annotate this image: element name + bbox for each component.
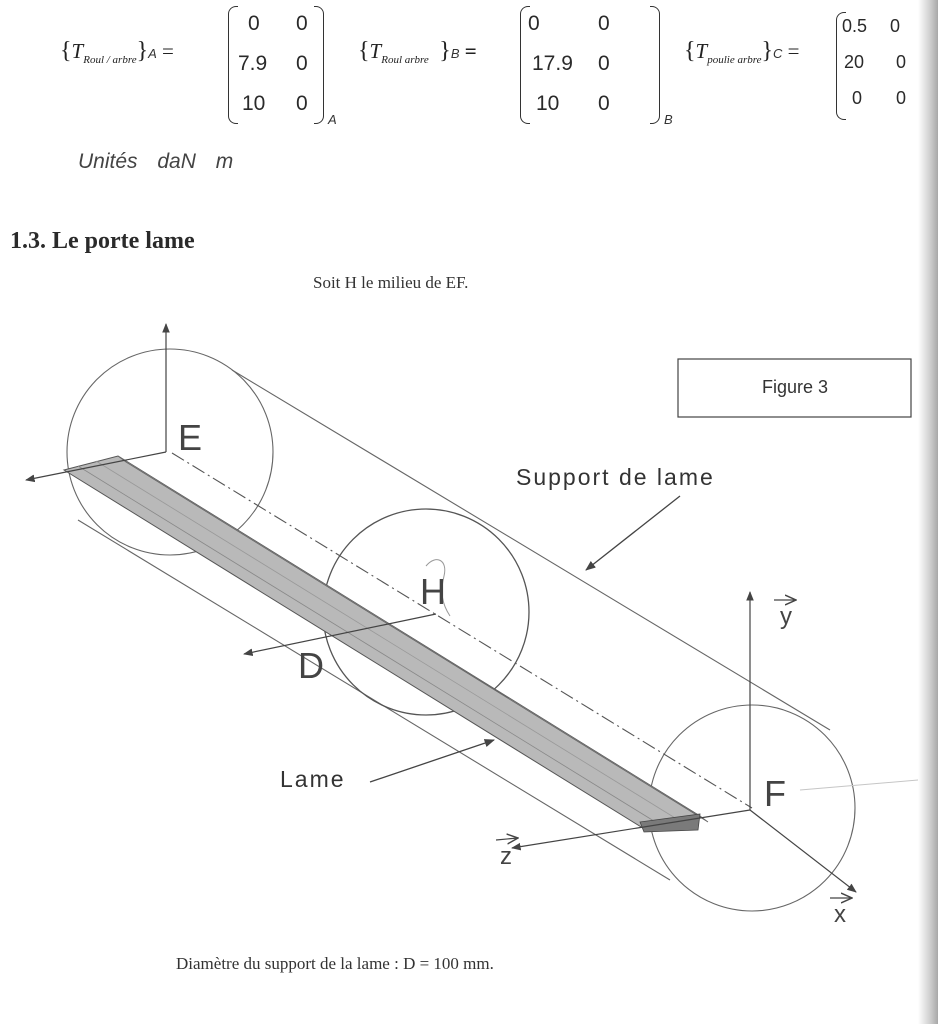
cell: 0: [248, 12, 260, 35]
cell: 0: [896, 52, 907, 72]
cell: 7.9: [238, 52, 268, 75]
label-x-axis: x: [834, 901, 846, 928]
cell: 0: [890, 16, 901, 36]
cell: 0: [296, 52, 308, 75]
blade: [64, 456, 708, 832]
figure-3-diagram: [0, 300, 918, 960]
label-f: F: [764, 773, 786, 814]
torsor-b-matrix-point: B: [664, 112, 673, 127]
label-e: E: [178, 417, 203, 458]
z-vector-mark: [496, 838, 518, 840]
support-annotation-arrow: [586, 496, 680, 570]
cell: 0: [598, 52, 610, 75]
cell: 0: [528, 12, 540, 35]
torsor-a-matrix: [228, 6, 324, 124]
torsor-a-point: A: [148, 46, 157, 61]
cell: 0: [296, 92, 308, 115]
label-support: Support de lame: [516, 464, 715, 490]
cell: 0: [852, 88, 863, 108]
frame-e: [26, 324, 166, 480]
lame-annotation-arrow: [370, 740, 494, 782]
cell: 0: [896, 88, 907, 108]
torsor-b-label: {$T_{Roul arbre}$ }B =: [358, 38, 477, 67]
label-d: D: [298, 645, 324, 686]
torsor-b-matrix: [520, 6, 660, 124]
section-title: 1.3. Le porte lame: [10, 228, 195, 254]
cell: 10: [242, 92, 266, 115]
torsor-c-label: $\{T_{poulie arbre}\}C$ =: [684, 38, 800, 67]
cell: 0: [598, 12, 610, 35]
units-line: Unités daN m: [78, 150, 234, 173]
figure-caption: Diamètre du support de la lame : D = 100 mm.: [176, 954, 494, 973]
label-h: H: [420, 571, 446, 612]
torsor-a-label: $\{T_{Roul / arbre}\}A$ =: [60, 38, 174, 67]
label-y-axis: y: [780, 603, 792, 630]
figure-title: Figure 3: [762, 377, 829, 397]
torsor-a-matrix-point: A: [328, 112, 337, 127]
cell: 0: [296, 12, 308, 35]
torsor-b-point: B: [450, 46, 460, 61]
pencil-mark: [800, 780, 918, 790]
label-lame: Lame: [280, 766, 346, 792]
cell: 0: [598, 92, 610, 115]
torsor-c-matrix: [836, 12, 918, 120]
torsor-c-point: C: [773, 46, 783, 61]
cell: 17.9: [532, 52, 573, 75]
cell: 0.5: [842, 16, 868, 36]
cell: 20: [844, 52, 865, 72]
label-z-axis: z: [500, 843, 512, 870]
intro-text: Soit H le milieu de EF.: [313, 273, 469, 292]
page-edge-shadow: [918, 0, 938, 1024]
cell: 10: [536, 92, 560, 115]
